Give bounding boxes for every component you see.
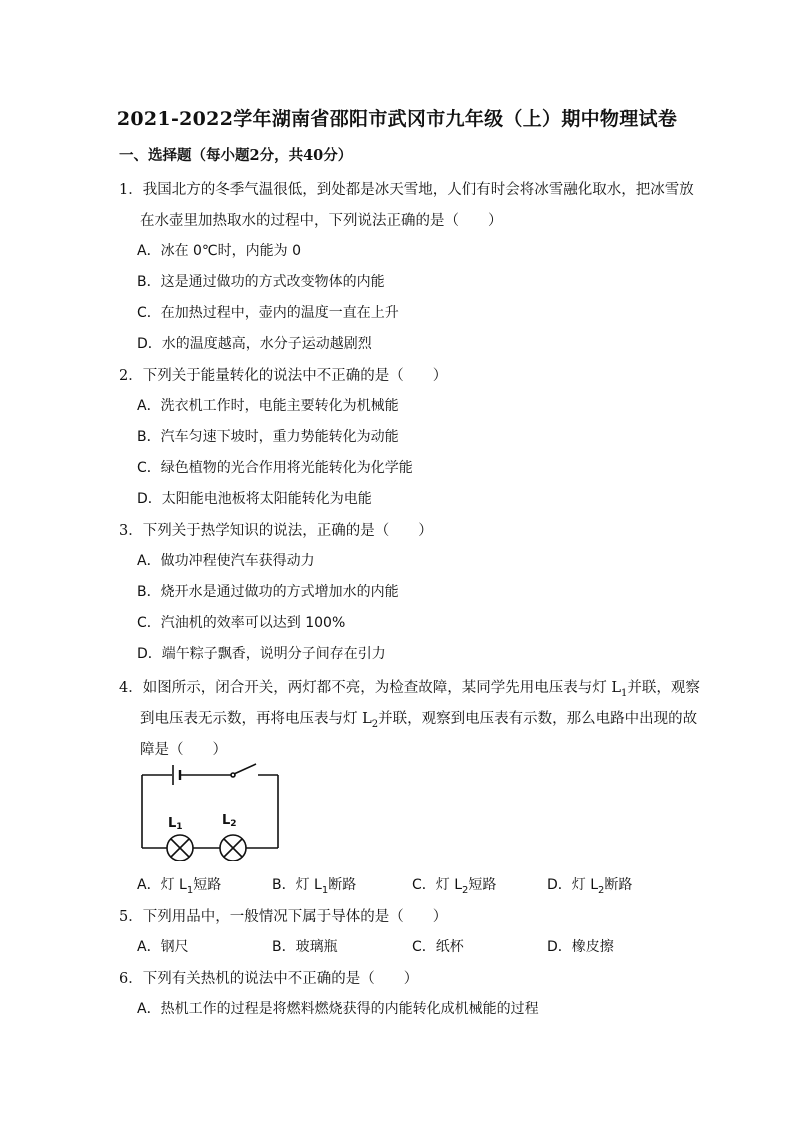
question-3-option-d: D．端午粽子飘香，说明分子间存在引力 [137,646,386,662]
question-4-option-d [547,874,632,896]
subscript: 1 [186,884,194,896]
question-4-stem-cont: 障是（ ） [140,742,227,758]
question-1-option-b: B．这是通过做功的方式改变物体的内能 [137,274,385,290]
question-6-option-a: A．热机工作的过程是将燃料燃烧获得的内能转化成机械能的过程 [137,1001,539,1017]
question-5-option-a: A．钢尺 [137,939,189,955]
option-text: 短路 [468,877,497,893]
question-3-option-c: C．汽油机的效率可以达到 100% [137,615,346,631]
option-text: D．灯 L [547,877,599,893]
option-text: 断路 [328,877,357,893]
lamp-1-subscript: 1 [176,822,183,832]
question-4-stem-cont [140,707,697,730]
page-title: 2021-2022学年湖南省邵阳市武冈市九年级（上）期中物理试卷 [116,108,678,130]
question-1-stem-cont: 在水壶里加热取水的过程中，下列说法正确的是（ ） [140,213,503,229]
question-1-option-a: A．冰在 0℃时，内能为 0 [137,243,302,259]
question-4-option-c [412,874,496,896]
lamp-2-subscript: 2 [230,819,237,829]
subscript: 1 [620,687,628,699]
question-3-stem: 3．下列关于热学知识的说法，正确的是（ ） [119,523,433,539]
question-5-option-c: C．纸杯 [412,939,464,955]
question-2-stem: 2．下列关于能量转化的说法中不正确的是（ ） [119,368,448,384]
option-text: A．灯 L [137,877,187,893]
question-2-option-b: B．汽车匀速下坡时，重力势能转化为动能 [137,429,399,445]
question-2-option-d: D．太阳能电池板将太阳能转化为电能 [137,491,372,507]
question-5-stem: 5．下列用品中，一般情况下属于导体的是（ ） [119,909,448,925]
question-4-stem-part: 并联，观察 [627,680,700,696]
subscript: 2 [598,884,605,896]
question-6-stem: 6．下列有关热机的说法中不正确的是（ ） [119,971,419,987]
question-1-option-d: D．水的温度越高，水分子运动越剧烈 [137,336,372,352]
option-text: 短路 [193,877,222,893]
circuit-diagram [138,761,283,861]
section-heading: 一、选择题（每小题2分，共40分） [119,147,353,164]
switch-blade [234,764,256,774]
question-2-option-c: C．绿色植物的光合作用将光能转化为化学能 [137,460,413,476]
option-text: C．灯 L [412,877,463,893]
question-3-option-b: B．烧开水是通过做功的方式增加水的内能 [137,584,399,600]
question-4-stem-part: 并联，观察到电压表有示数，那么电路中出现的故 [378,711,698,727]
lamp-1-label [168,816,183,832]
option-text: B．灯 L [272,877,322,893]
question-3-option-a: A．做功冲程使汽车获得动力 [137,553,315,569]
question-4-stem [119,676,700,699]
question-2-option-a: A．洗衣机工作时，电能主要转化为机械能 [137,398,399,414]
question-4-option-a [137,874,221,896]
lamp-2-letter: L [222,813,231,828]
question-1-stem: 1．我国北方的冬季气温很低，到处都是冰天雪地，人们有时会将冰雪融化取水，把冰雪放 [119,182,694,198]
question-4-stem-part: 到电压表无示数，再将电压表与灯 L [140,711,372,727]
subscript: 2 [462,884,469,896]
subscript: 2 [371,718,379,730]
question-4-stem-part: 4．如图所示，闭合开关，两灯都不亮，为检查故障，某同学先用电压表与灯 L [119,680,621,696]
option-text: 断路 [604,877,633,893]
lamp-1-letter: L [168,816,177,831]
subscript: 1 [321,884,329,896]
lamp-2-label [222,813,237,829]
question-5-option-b: B．玻璃瓶 [272,939,338,955]
question-5-option-d: D．橡皮擦 [547,939,614,955]
question-1-option-c: C．在加热过程中，壶内的温度一直在上升 [137,305,399,321]
question-4-option-b [272,874,356,896]
